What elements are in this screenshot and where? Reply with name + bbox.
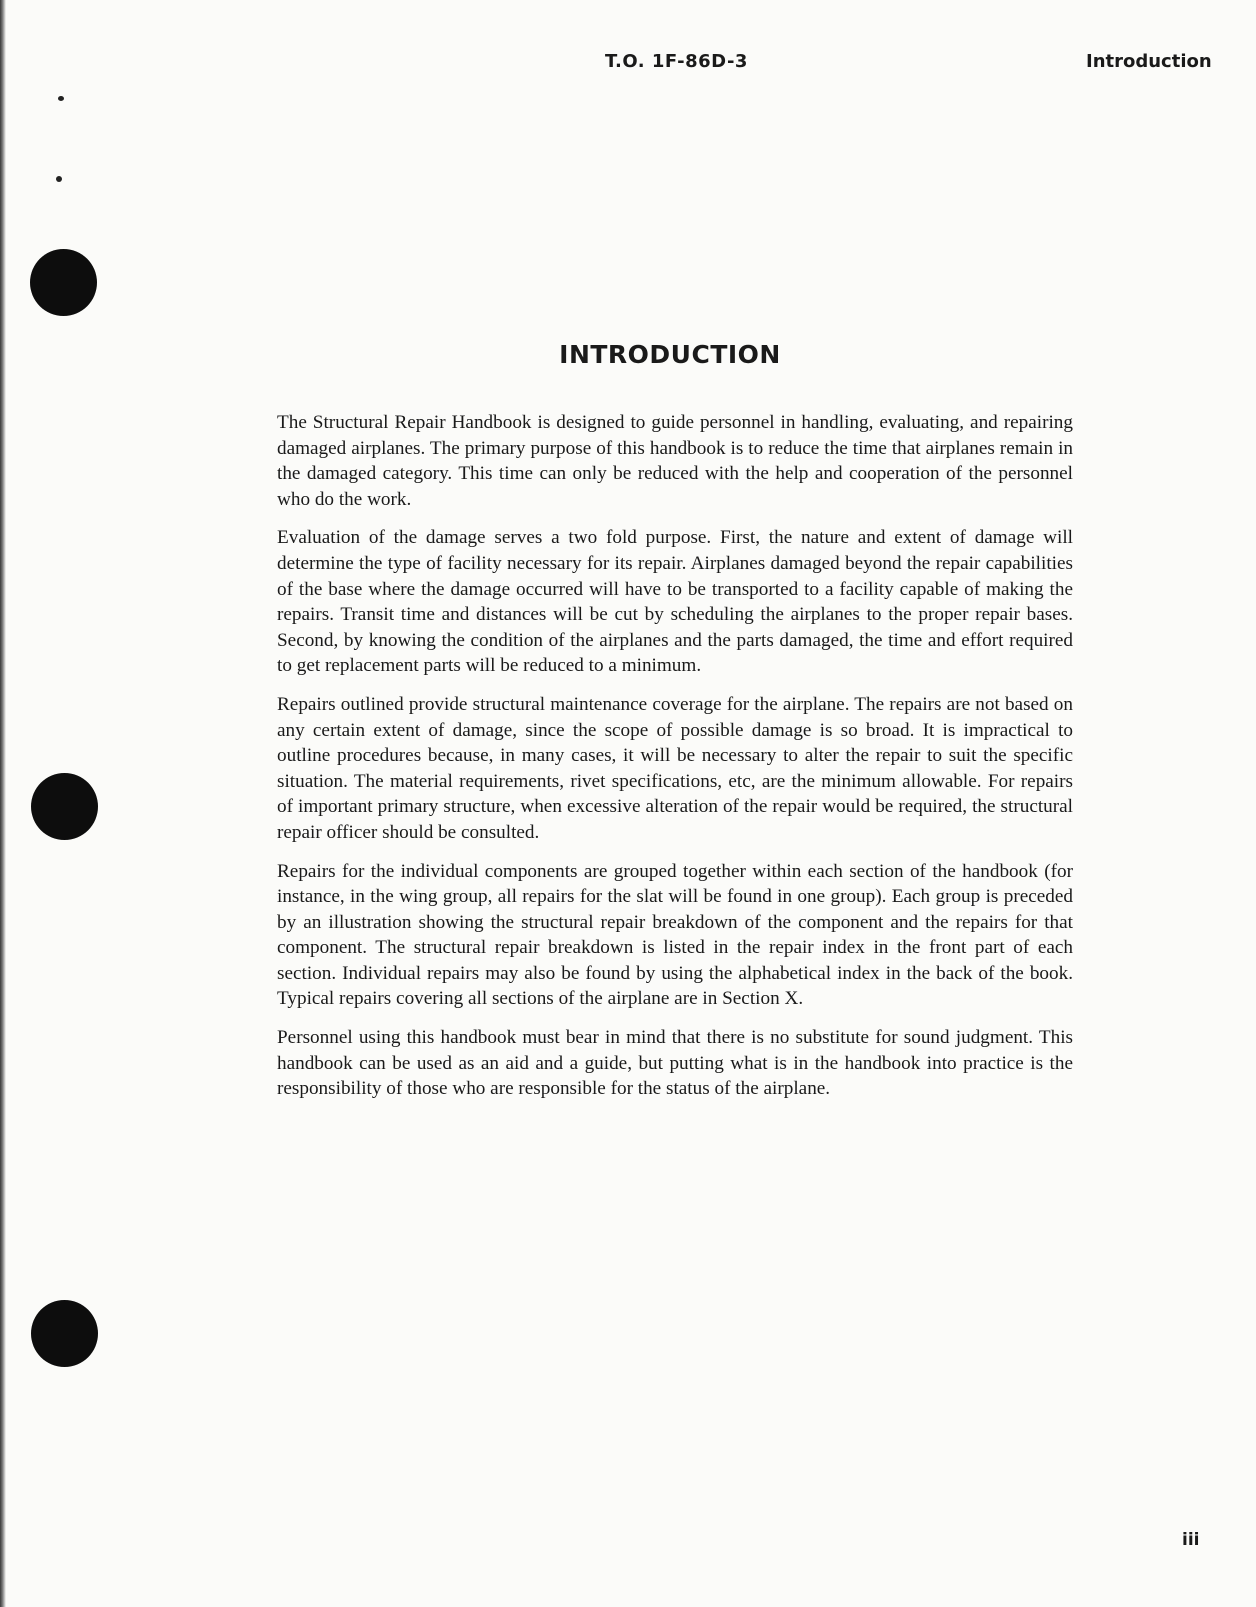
paragraph: The Structural Repair Handbook is designed to guide personnel in handling, evaluating, and repairing damaged airplanes. The primary purpose of this handbook is to reduce the time that airplanes remain in the damaged category. This time can only be reduced with the help and cooperation of the personnel who do the work.: [277, 412, 1073, 510]
paragraph: Evaluation of the damage serves a two fold purpose. First, the nature and extent of damage will determine the type of facility necessary for its repair. Airplanes damaged beyond the repair capabilities of the base where the damage occurred will have to be transported to a facility capable of making the repairs. Transit time and distances will be cut by scheduling the airplanes to the proper repair bases. Second, by knowing the condition of the airplanes and the parts damaged, the time and effort required to get replacement parts will be reduced to a minimum.: [277, 527, 1073, 677]
punch-hole-bottom: [31, 1300, 98, 1367]
paragraph: Repairs for the individual components are grouped together within each section of the handbook (for instance, in the wing group, all repairs for the slat will be found in one group). Each group is preceded by an illustration showing the structural repair breakdown of the component and the repairs for that component. The structural repair breakdown is listed in the repair index in the front part of each section. Individual repairs may also be found by using the alphabetical index in the back of the book. Typical repairs covering all sections of the airplane are in Section X.: [277, 860, 1073, 1010]
paragraph: Personnel using this handbook must bear in mind that there is no substitute for sound judgment. This handbook can be used as an aid and a guide, but putting what is in the handbook into practice is the responsibility of those who are responsible for the status of the airplane.: [277, 1027, 1073, 1100]
scan-speck: [56, 176, 62, 182]
scan-speck: [58, 96, 64, 101]
punch-hole-top: [30, 249, 97, 316]
section-label: Introduction: [1086, 51, 1212, 72]
page-number: iii: [1182, 1530, 1200, 1550]
punch-hole-middle: [31, 773, 98, 840]
paragraph: Repairs outlined provide structural maintenance coverage for the airplane. The repairs are not based on any certain extent of damage, since the scope of possible damage is so broad. It is impractical to outline procedures because, in many cases, it will be necessary to alter the repair to suit the specific situation. The material requirements, rivet specifications, etc, are the minimum allowable. For repairs of important primary structure, when excessive alteration of the repair would be required, the structural repair officer should be consulted.: [277, 693, 1073, 843]
binding-edge: [0, 0, 6, 1607]
page-title: INTRODUCTION: [559, 340, 781, 369]
body-text: [277, 410, 1073, 1115]
document-number: T.O. 1F-86D-3: [605, 51, 748, 72]
